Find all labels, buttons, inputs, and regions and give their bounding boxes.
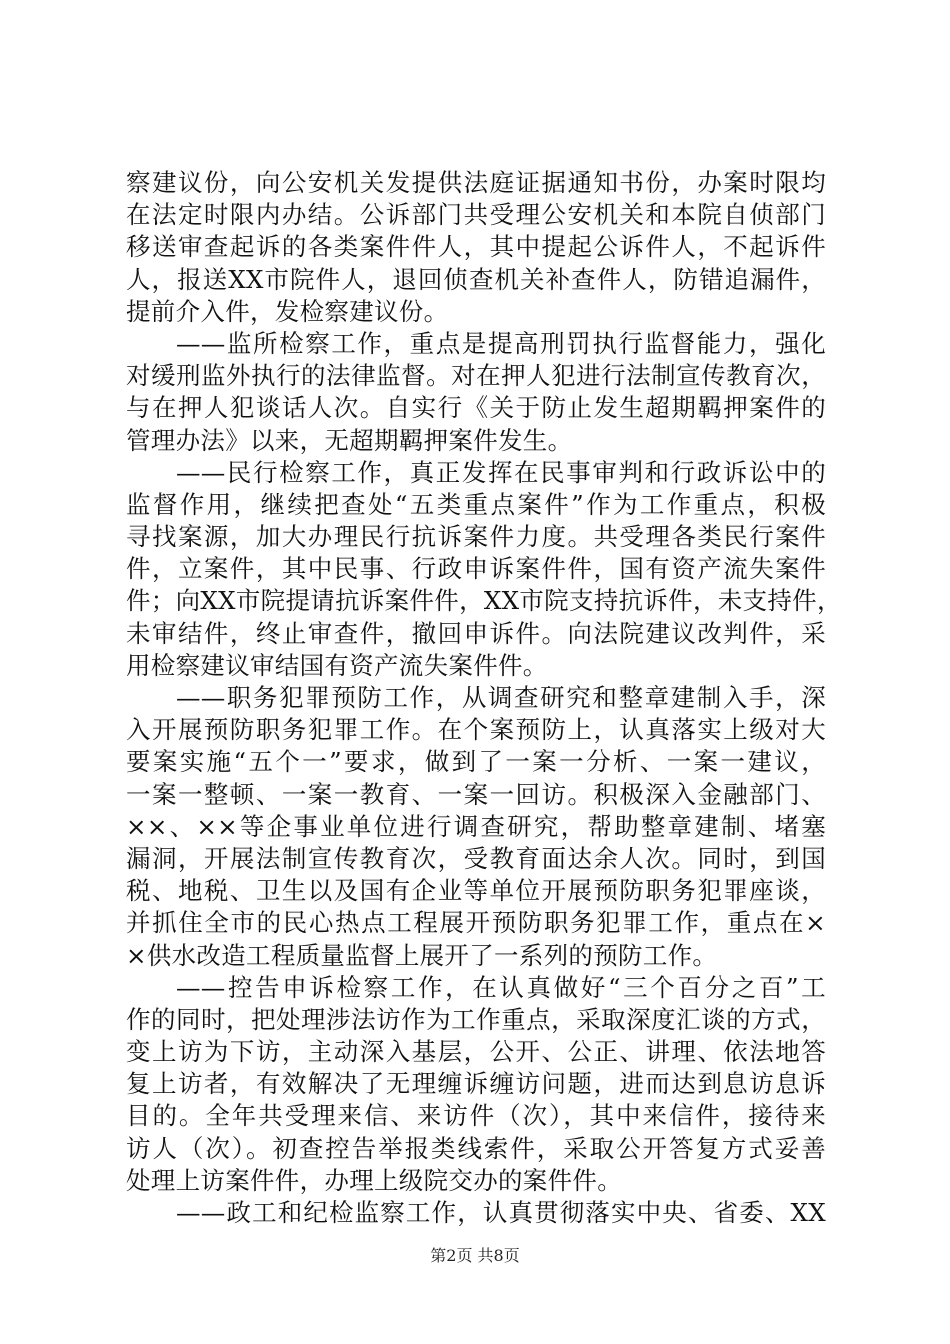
page-footer: 第2页 共8页	[430, 1246, 520, 1265]
text-line: 并抓住全市的民心热点工程展开预防职务犯罪工作，重点在×	[126, 908, 826, 938]
document-body	[126, 167, 842, 1229]
text-line: 处理上访案件件，办理上级院交办的案件件。	[126, 1165, 622, 1195]
text-line: 入开展预防职务犯罪工作。在个案预防上，认真落实上级对大	[126, 715, 826, 745]
text-line: 件；向XX市院提请抗诉案件件，XX市院支持抗诉件，未支持件，	[126, 586, 842, 616]
text-line: 复上访者，有效解决了无理缠诉缠访问题，进而达到息访息诉	[126, 1069, 826, 1099]
text-line: 一案一整顿、一案一教育、一案一回访。积极深入金融部门、	[126, 779, 826, 809]
text-line: ××、××等企事业单位进行调查研究，帮助整章建制、堵塞	[126, 811, 826, 841]
text-line: 对缓刑监外执行的法律监督。对在押人犯进行法制宣传教育次，	[126, 361, 826, 391]
text-line: 人，报送XX市院件人，退回侦查机关补查件人，防错追漏件，	[126, 264, 826, 294]
text-line: 作的同时，把处理涉法访作为工作重点，采取深度汇谈的方式，	[126, 1004, 826, 1034]
text-line: 访人（次）。初查控告举报类线索件，采取公开答复方式妥善	[126, 1133, 826, 1163]
text-line: 与在押人犯谈话人次。自实行《关于防止发生超期羁押案件的	[126, 393, 826, 423]
text-line: 用检察建议审结国有资产流失案件件。	[126, 650, 548, 680]
text-line: 在法定时限内办结。公诉部门共受理公安机关和本院自侦部门	[126, 200, 826, 230]
text-line: 件，立案件，其中民事、行政申诉案件件，国有资产流失案件	[126, 554, 826, 584]
text-line: 管理办法》以来，无超期羁押案件发生。	[126, 425, 573, 455]
text-line: 要案实施“五个一”要求，做到了一案一分析、一案一建议，	[126, 747, 826, 777]
text-line: ——政工和纪检监察工作，认真贯彻落实中央、省委、XX	[176, 1198, 826, 1227]
text-line: 变上访为下访，主动深入基层，公开、公正、讲理、依法地答	[126, 1037, 826, 1067]
text-line: 未审结件，终止审查件，撤回申诉件。向法院建议改判件，采	[126, 618, 826, 648]
text-line: 漏洞，开展法制宣传教育次，受教育面达余人次。同时，到国	[126, 843, 826, 873]
text-line: ——监所检察工作，重点是提高刑罚执行监督能力，强化	[176, 328, 826, 358]
text-line: 移送审查起诉的各类案件件人，其中提起公诉件人，不起诉件	[126, 232, 826, 262]
text-line: 监督作用，继续把查处“五类重点案件”作为工作重点，积极	[126, 489, 826, 519]
text-line: ——职务犯罪预防工作，从调查研究和整章建制入手，深	[176, 683, 826, 712]
text-line: 提前介入件，发检察建议份。	[126, 296, 449, 326]
text-line: 寻找案源，加大办理民行抗诉案件力度。共受理各类民行案件	[126, 522, 826, 552]
text-line: 税、地税、卫生以及国有企业等单位开展预防职务犯罪座谈，	[126, 876, 826, 906]
text-line: 察建议份，向公安机关发提供法庭证据通知书份，办案时限均	[126, 168, 826, 197]
text-line: ——民行检察工作，真正发挥在民事审判和行政诉讼中的	[176, 457, 826, 487]
text-line: ×供水改造工程质量监督上展开了一系列的预防工作。	[126, 940, 718, 970]
text-line: 目的。全年共受理来信、来访件（次），其中来信件，接待来	[126, 1101, 826, 1131]
text-line: ——控告申诉检察工作，在认真做好“三个百分之百”工	[176, 972, 826, 1002]
